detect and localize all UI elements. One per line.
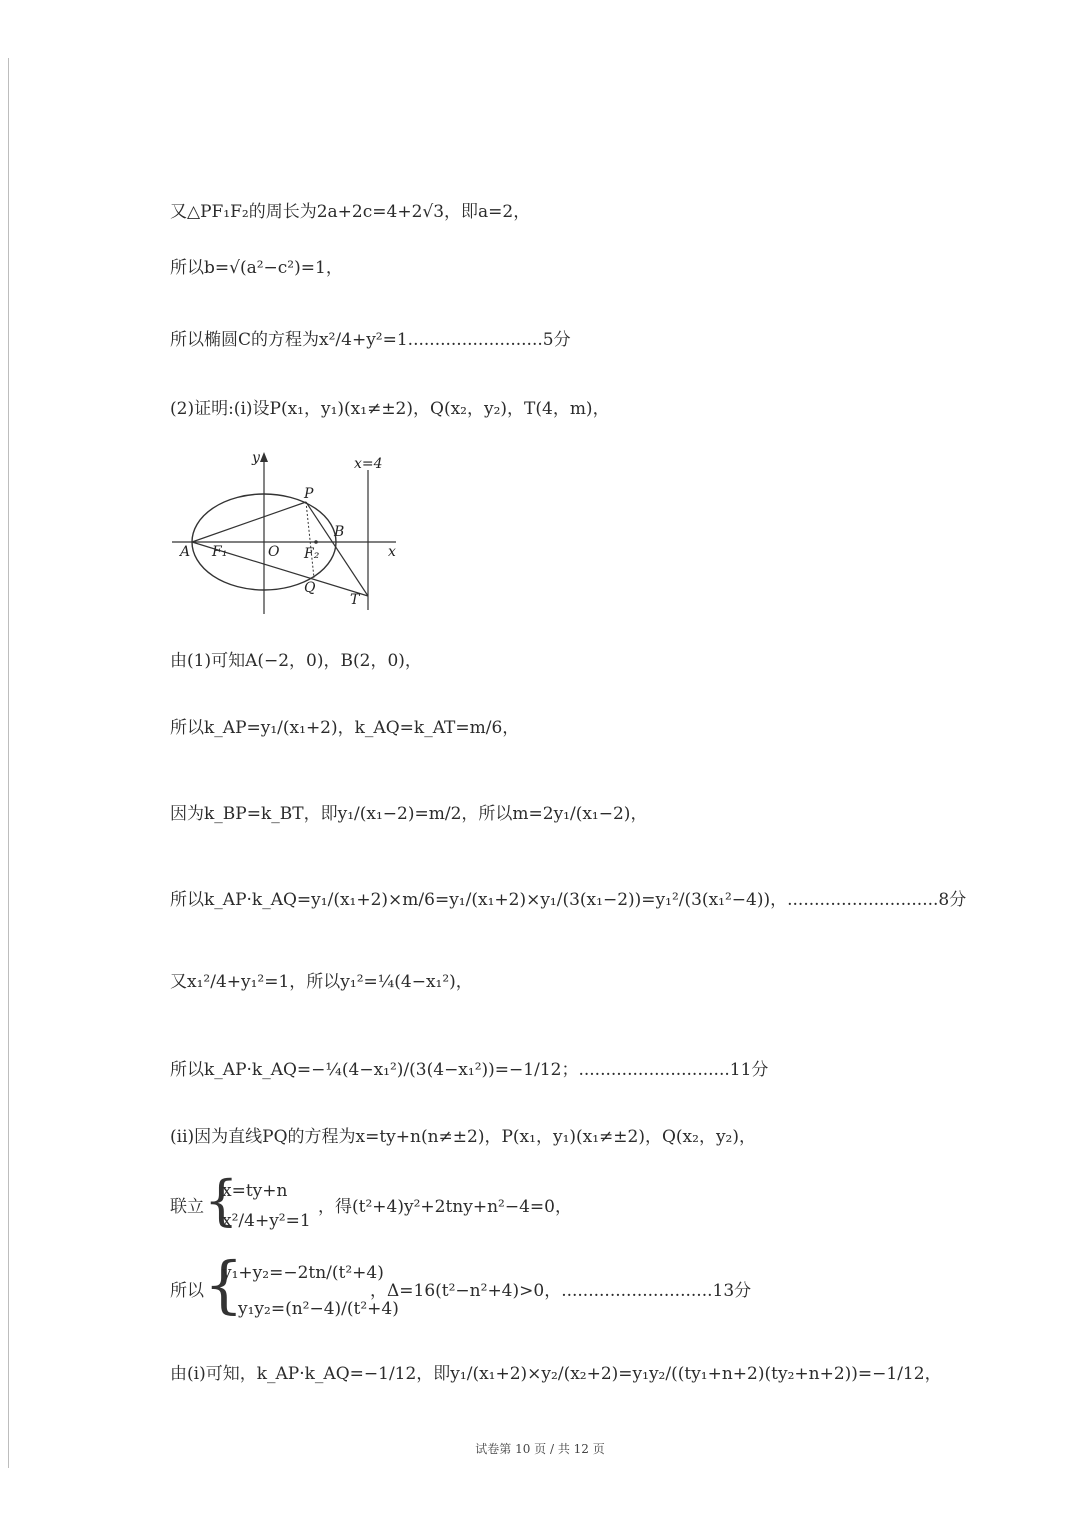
vieta-block [170,1248,930,1326]
vieta-brace: { [204,1248,244,1321]
label-a: A [180,544,191,560]
system-row-line: x=ty+n [222,1181,288,1201]
solution-line-product-slopes: 所以k_AP·k_AQ=y₁/(x₁+2)×m/6=y₁/(x₁+2)×y₁/(3(x₁−2))=y₁²/(3(x₁²−4))，............................8分 [170,890,967,910]
system-row-ellipse: x²/4+y²=1 [222,1211,311,1231]
ellipse-figure [168,448,408,618]
vieta-lead-label: 所以 [170,1281,204,1301]
system-equation-block [170,1169,890,1238]
solution-line-ellipse-equation: 所以椭圆C的方程为x²/4+y²=1.........................5分 [170,330,571,350]
label-f1: F₁ [212,544,228,560]
solution-line-part2-setup: (2)证明:(i)设P(x₁，y₁)(x₁≠±2)，Q(x₂，y₂)，T(4，m)， [170,399,610,419]
point-f2 [314,540,318,544]
line-ap [192,502,306,542]
label-f2: F₂ [304,546,320,562]
label-q: Q [304,580,316,596]
label-line-x4: x=4 [354,456,383,472]
solution-line-final-relation: 由(i)可知，k_AP·k_AQ=−1/12，即y₁/(x₁+2)×y₂/(x₂+2)=y₁y₂/((ty₁+n+2)(ty₂+n+2))=−1/12， [170,1364,942,1384]
system-brace: { [204,1169,239,1232]
vieta-discriminant: ，Δ=16(t²−n²+4)>0，............................13分 [370,1281,752,1301]
system-result: ，得(t²+4)y²+2tny+n²−4=0， [318,1197,572,1217]
solution-line-part-ii-setup: (ii)因为直线PQ的方程为x=ty+n(n≠±2)，P(x₁，y₁)(x₁≠±2)，Q(x₂，y₂)， [170,1127,757,1147]
solution-line-m-value: 因为k_BP=k_BT，即y₁/(x₁−2)=m/2，所以m=2y₁/(x₁−2)， [170,804,648,824]
ellipse-diagram-svg [168,448,408,618]
vieta-sum: y₁+y₂=−2tn/(t²+4) [222,1263,384,1283]
label-y: y [252,450,260,466]
label-x: x [388,544,396,560]
label-b: B [334,524,345,540]
label-t: T [350,592,360,608]
page-margin-rule [8,58,9,1468]
solution-line-perimeter: 又△PF₁F₂的周长为2a+2c=4+2√3，即a=2， [170,202,531,222]
y-axis-arrow [260,452,268,462]
page-footer: 试卷第 10 页 / 共 12 页 [475,1442,605,1456]
solution-line-points-ab: 由(1)可知A(−2，0)，B(2，0)， [170,651,422,671]
system-lead-label: 联立 [170,1197,204,1217]
solution-line-y1-squared: 又x₁²/4+y₁²=1，所以y₁²=¼(4−x₁²)， [170,972,473,992]
solution-line-b-value: 所以b=√(a²−c²)=1， [170,258,343,278]
solution-line-slopes: 所以k_AP=y₁/(x₁+2)，k_AQ=k_AT=m/6， [170,718,520,738]
label-o: O [268,544,280,560]
vieta-product: y₁y₂=(n²−4)/(t²+4) [238,1299,399,1319]
label-p: P [304,486,314,502]
line-pq-dashed [306,502,314,578]
solution-line-product-result: 所以k_AP·k_AQ=−¼(4−x₁²)/(3(4−x₁²))=−1/12；............................11分 [170,1060,769,1080]
